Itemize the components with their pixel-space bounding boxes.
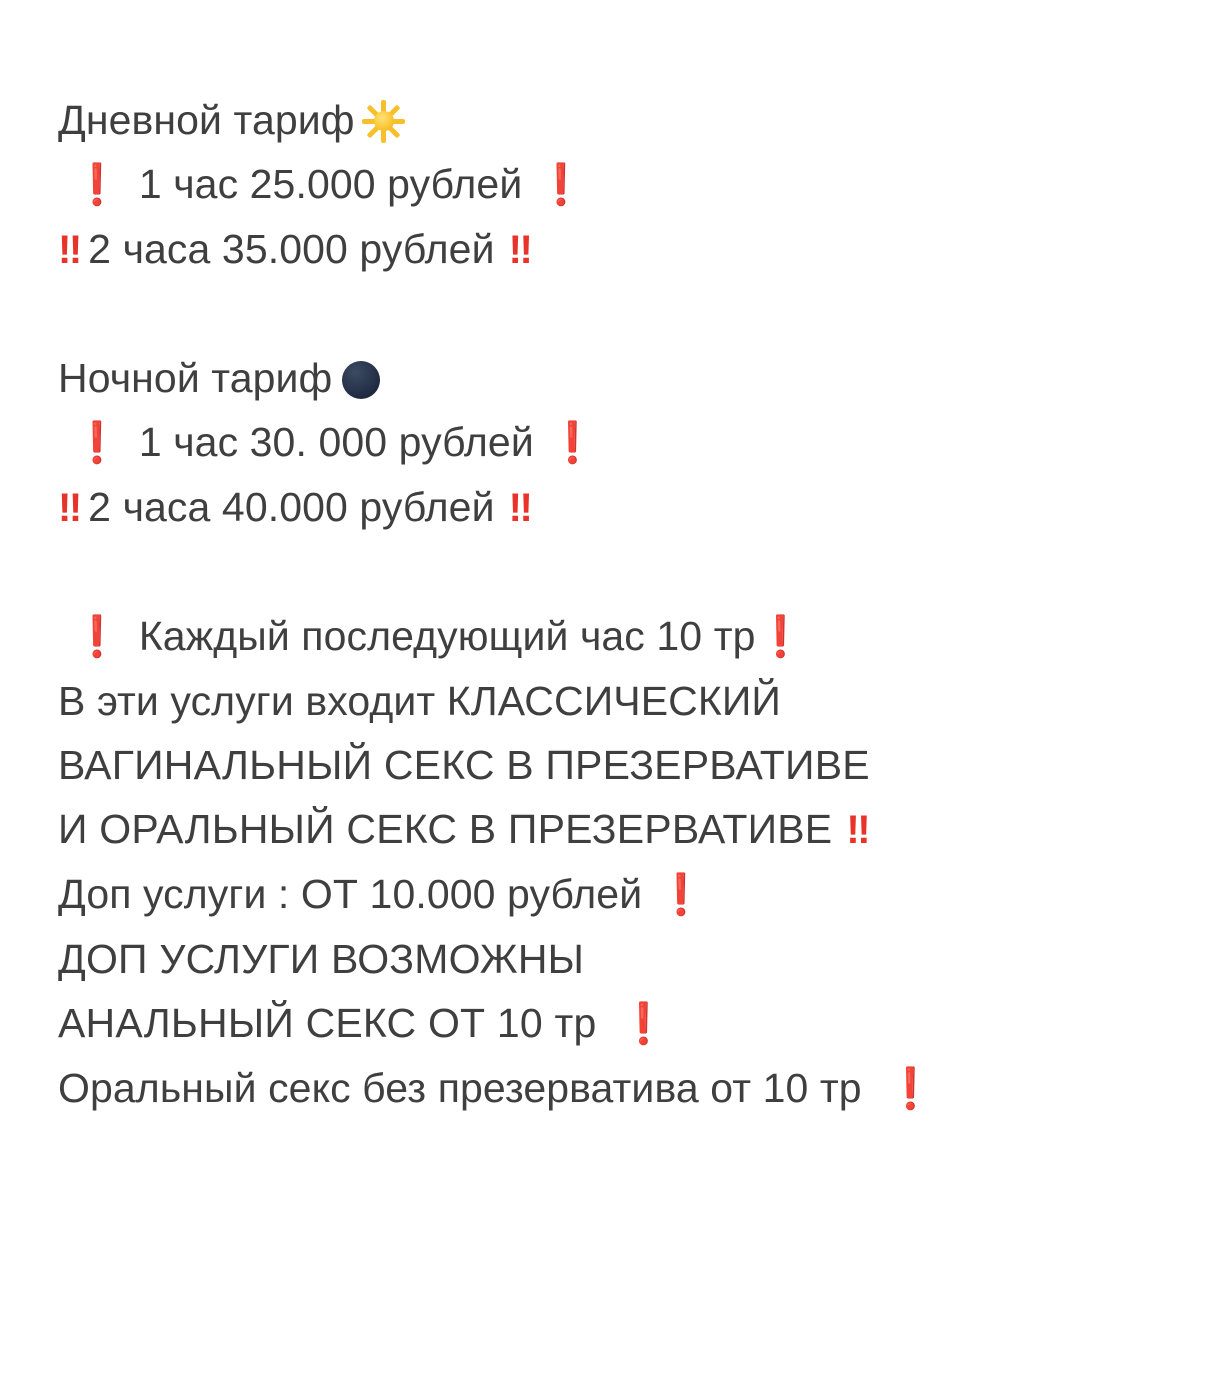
day-rate-heading bbox=[58, 88, 1167, 152]
double-exclamation-icon: ‼ bbox=[508, 228, 531, 272]
exclamation-icon: ❗ bbox=[618, 1002, 668, 1046]
extra-hour-row bbox=[58, 604, 1167, 669]
spacer bbox=[58, 540, 1167, 604]
extra-services-price-row bbox=[58, 862, 1167, 927]
night-rate-heading bbox=[58, 346, 1167, 410]
night-rate-heading-label: Ночной тариф bbox=[58, 355, 333, 401]
night-rate-row-1-label: 1 час 30. 000 рублей bbox=[138, 419, 534, 465]
oral-service-row bbox=[58, 1056, 1167, 1121]
extra-services-title: ДОП УСЛУГИ ВОЗМОЖНЫ bbox=[58, 936, 585, 982]
sun-icon bbox=[365, 102, 403, 140]
exclamation-icon: ❗ bbox=[72, 615, 121, 659]
spacer bbox=[58, 282, 1167, 346]
exclamation-icon: ❗ bbox=[536, 163, 586, 207]
night-rate-row-1 bbox=[58, 410, 1167, 475]
exclamation-icon: ❗ bbox=[72, 163, 121, 207]
double-exclamation-icon: ‼ bbox=[58, 486, 81, 530]
day-rate-row-2 bbox=[58, 217, 1167, 282]
included-line-1: В эти услуги входит КЛАССИЧЕСКИЙ bbox=[58, 678, 781, 724]
night-rate-row-2 bbox=[58, 475, 1167, 540]
moon-icon bbox=[342, 361, 380, 399]
extra-services-price-label: Доп услуги : ОТ 10.000 рублей bbox=[58, 871, 643, 917]
double-exclamation-icon: ‼ bbox=[508, 486, 531, 530]
exclamation-icon: ❗ bbox=[885, 1067, 935, 1111]
anal-service-label: АНАЛЬНЫЙ СЕКС ОТ 10 тр bbox=[58, 1000, 597, 1046]
night-rate-row-2-label: 2 часа 40.000 рублей bbox=[88, 484, 495, 530]
exclamation-icon: ❗ bbox=[547, 421, 597, 465]
day-rate-row-1 bbox=[58, 152, 1167, 217]
oral-service-label: Оральный секс без презерватива от 10 тр bbox=[58, 1065, 862, 1111]
included-line-3 bbox=[58, 797, 1167, 862]
exclamation-icon: ❗ bbox=[72, 421, 121, 465]
exclamation-icon: ❗ bbox=[755, 615, 805, 659]
day-rate-row-2-label: 2 часа 35.000 рублей bbox=[88, 226, 495, 272]
double-exclamation-icon: ‼ bbox=[58, 228, 81, 272]
day-rate-row-1-label: 1 час 25.000 рублей bbox=[138, 161, 523, 207]
included-line-2: ВАГИНАЛЬНЫЙ СЕКС В ПРЕЗЕРВАТИВЕ bbox=[58, 742, 870, 788]
included-line-3-label: И ОРАЛЬНЫЙ СЕКС В ПРЕЗЕРВАТИВЕ bbox=[58, 806, 833, 852]
anal-service-row bbox=[58, 991, 1167, 1056]
double-exclamation-icon: ‼ bbox=[846, 808, 869, 852]
exclamation-icon: ❗ bbox=[656, 873, 706, 917]
extra-hour-label: Каждый последующий час 10 тр bbox=[138, 613, 756, 659]
day-rate-heading-label: Дневной тариф bbox=[58, 97, 355, 143]
